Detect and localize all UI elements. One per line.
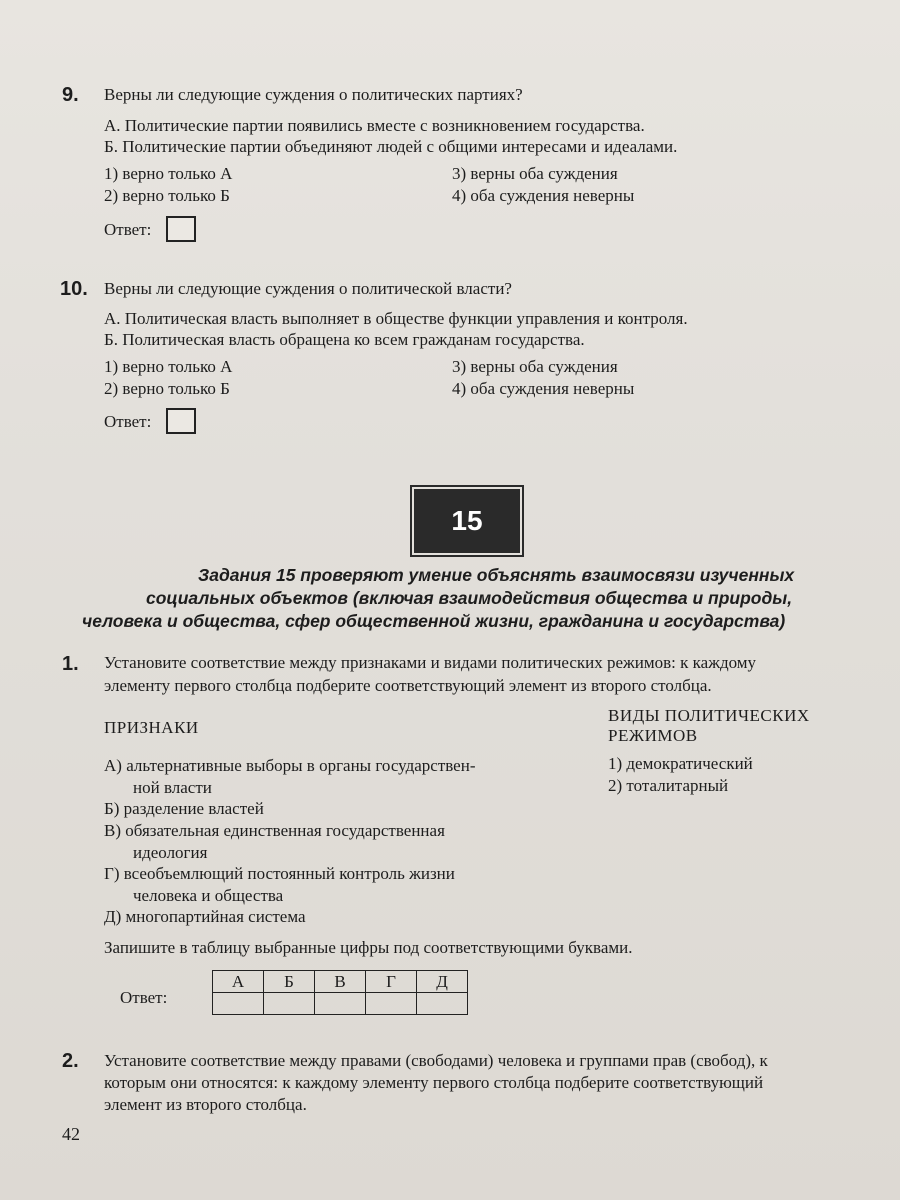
criteria-item-v-cont: идеология [133, 843, 208, 862]
question-9-answer-box[interactable] [166, 216, 196, 242]
question-10-answer-box[interactable] [166, 408, 196, 434]
answer-header-b: Б [264, 971, 315, 993]
left-column-header: ПРИЗНАКИ [104, 718, 199, 737]
criteria-item-g: Г) всеобъемлющий постоянный контроль жизни [104, 864, 455, 883]
answer-header-g: Г [366, 971, 417, 993]
question-10-option-2: 2) верно только Б [104, 379, 230, 398]
question-9-answer-label: Ответ: [104, 220, 152, 239]
question-10-text: Верны ли следующие суждения о политической власти? [104, 279, 512, 298]
section-intro-line-2: социальных объектов (включая взаимодействия общества и природы, [146, 588, 793, 608]
task-1-answer-label: Ответ: [120, 988, 168, 1007]
question-9-statement-b: Б. Политические партии объединяют людей с общими интересами и идеалами. [104, 137, 678, 156]
question-10-option-4: 4) оба суждения неверны [452, 379, 635, 398]
right-column-header-line-1: ВИДЫ ПОЛИТИЧЕСКИХ [608, 706, 810, 725]
answer-header-a: А [213, 971, 264, 993]
answer-cell-b[interactable] [264, 993, 315, 1015]
question-number-9: 9. [62, 84, 79, 106]
criteria-item-b: Б) разделение властей [104, 799, 264, 818]
answer-table [212, 970, 468, 1015]
question-9-option-1: 1) верно только А [104, 164, 233, 183]
answer-table-header-row [213, 971, 468, 993]
regime-item-2: 2) тоталитарный [608, 776, 729, 795]
question-9-option-2: 2) верно только Б [104, 186, 230, 205]
question-10-answer-label: Ответ: [104, 412, 152, 431]
answer-cell-g[interactable] [366, 993, 417, 1015]
answer-header-v: В [315, 971, 366, 993]
question-10-statement-a: А. Политическая власть выполняет в обществе функции управления и контроля. [104, 309, 688, 328]
criteria-item-d: Д) многопартийная система [104, 907, 306, 926]
section-intro-line-1: Задания 15 проверяют умение объяснять взаимосвязи изученных [198, 565, 795, 585]
task-1-instruction: Запишите в таблицу выбранные цифры под соответствующими буквами. [104, 938, 633, 957]
question-9-option-4: 4) оба суждения неверны [452, 186, 635, 205]
criteria-item-v: В) обязательная единственная государственная [104, 821, 445, 840]
task-1-text-line-1: Установите соответствие между признаками и видами политических режимов: к каждому [104, 653, 757, 672]
task-2-text-line-1: Установите соответствие между правами (свободами) человека и группами прав (свобод), к [104, 1051, 768, 1070]
section-number-badge: 15 [414, 489, 520, 553]
page-number: 42 [62, 1124, 80, 1144]
criteria-item-a-cont: ной власти [133, 778, 212, 797]
answer-header-d: Д [417, 971, 468, 993]
question-10-statement-b: Б. Политическая власть обращена ко всем гражданам государства. [104, 330, 585, 349]
task-number-2: 2. [62, 1050, 79, 1072]
regime-item-1: 1) демократический [608, 754, 753, 773]
right-column-header-line-2: РЕЖИМОВ [608, 726, 698, 745]
question-9-statement-a: А. Политические партии появились вместе с возникновением государства. [104, 116, 645, 135]
question-10-option-3: 3) верны оба суждения [452, 357, 618, 376]
question-number-10: 10. [60, 278, 88, 300]
criteria-item-g-cont: человека и общества [133, 886, 284, 905]
task-2-text-line-3: элемент из второго столбца. [104, 1095, 307, 1114]
answer-table-input-row [213, 993, 468, 1015]
question-9-text: Верны ли следующие суждения о политических партиях? [104, 85, 523, 104]
answer-cell-v[interactable] [315, 993, 366, 1015]
answer-cell-a[interactable] [213, 993, 264, 1015]
task-2-text-line-2: которым они относятся: к каждому элементу первого столбца подберите соответствующий [104, 1073, 764, 1092]
question-9-option-3: 3) верны оба суждения [452, 164, 618, 183]
task-1-text-line-2: элементу первого столбца подберите соответствующий элемент из второго столбца. [104, 676, 712, 695]
section-intro-line-3: человека и общества, сфер общественной жизни, гражданина и государства) [82, 611, 786, 631]
question-10-option-1: 1) верно только А [104, 357, 233, 376]
task-number-1: 1. [62, 653, 79, 675]
answer-cell-d[interactable] [417, 993, 468, 1015]
criteria-item-a: А) альтернативные выборы в органы государствен- [104, 756, 476, 775]
